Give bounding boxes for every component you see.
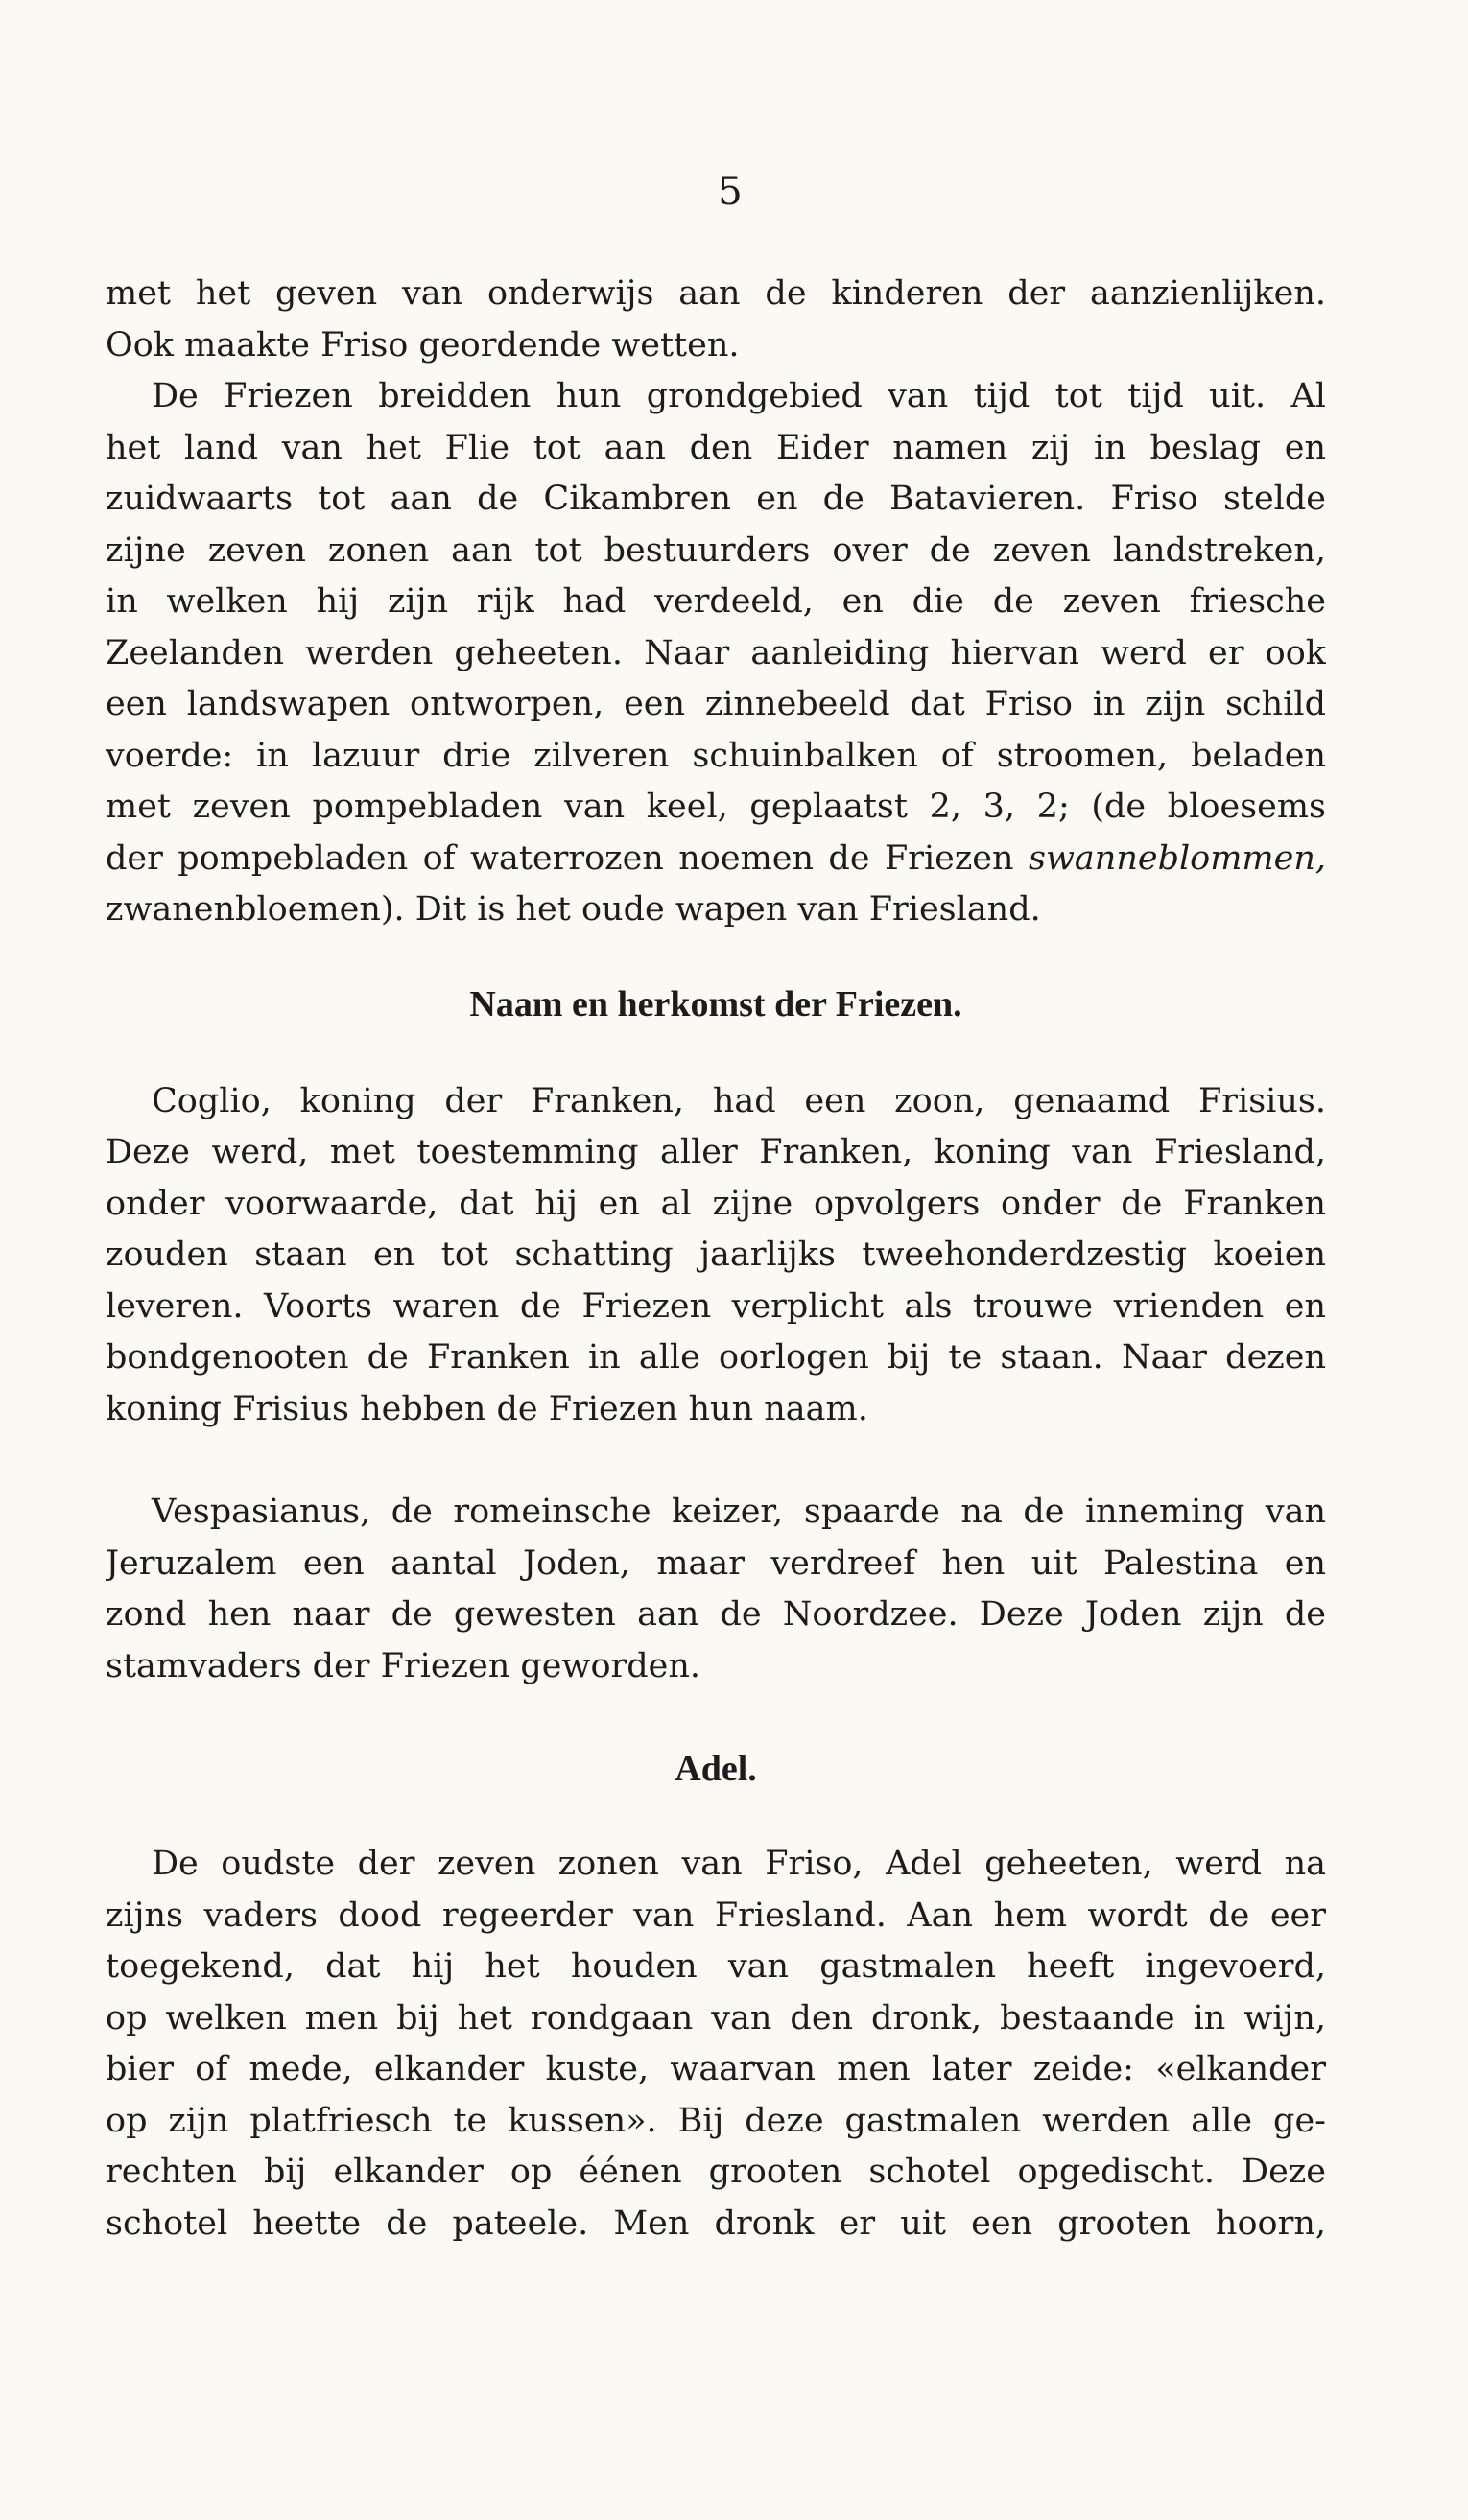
- text-line: stamvaders der Friezen geworden.: [106, 1646, 701, 1685]
- text-line: zijne zeven zonen aan tot bestuurders over de zeven landstreken,: [106, 530, 1326, 570]
- text-line: onder voorwaarde, dat hij en al zijne opvolgers onder de Franken: [106, 1184, 1326, 1223]
- text-line: voerde: in lazuur drie zilveren schuinbalken of stroomen, beladen: [106, 736, 1326, 775]
- paragraph-4: [106, 1487, 1326, 1692]
- text-line: op welken men bij het rondgaan van den dronk, bestaande in wijn,: [106, 1998, 1326, 2037]
- text-line: zouden staan en tot schatting jaarlijks tweehonderdzestig koeien: [106, 1236, 1326, 1274]
- text-line: Ook maakte Friso geordende wetten.: [106, 325, 740, 365]
- text-line: zuidwaarts tot aan de Cikambren en de Batavieren. Friso stelde: [106, 480, 1326, 518]
- text-line: Deze werd, met toestemming aller Franken, koning van Friesland,: [106, 1133, 1326, 1171]
- text-line: De oudste der zeven zonen van Friso, Adel geheeten, werd na: [152, 1845, 1326, 1883]
- text-line: zond hen naar de gewesten aan de Noordzee. Deze Joden zijn de: [106, 1595, 1326, 1634]
- text-line: bier of mede, elkander kuste, waarvan men later zeide: «elkander: [106, 2050, 1326, 2088]
- text-line: Jeruzalem een aantal Joden, maar verdreef hen uit Palestina en: [106, 1543, 1326, 1583]
- text-line: Zeelanden werden geheeten. Naar aanleiding hiervan werd er ook: [106, 633, 1326, 672]
- text-line: bondgenooten de Franken in alle oorlogen bij te staan. Naar dezen: [106, 1338, 1326, 1377]
- page-number: 5: [718, 170, 743, 214]
- text-line: koning Frisius hebben de Friezen hun naam.: [106, 1389, 868, 1428]
- text-line: Vespasianus, de romeinsche keizer, spaarde na de inneming van: [152, 1493, 1326, 1531]
- text-line: leveren. Voorts waren de Friezen verplicht als trouwe vrienden en: [106, 1286, 1326, 1326]
- text-line: De Friezen breidden hun grondgebied van tijd tot tijd uit. Al: [152, 377, 1326, 415]
- text-line: Coglio, koning der Franken, had een zoon, genaamd Frisius.: [152, 1081, 1326, 1120]
- text-line: in welken hij zijn rijk had verdeeld, en die de zeven friesche: [106, 582, 1326, 621]
- text-line: een landswapen ontworpen, een zinnebeeld dat Friso in zijn schild: [106, 685, 1326, 723]
- text-line: op zijn platfriesch te kussen». Bij deze gastmalen werden alle ge-: [106, 2101, 1326, 2140]
- text-line-with-italic: [106, 834, 1326, 885]
- text-line: zijns vaders dood regeerder van Friesland. Aan hem wordt de eer: [106, 1896, 1326, 1935]
- text-line: met het geven van onderwijs aan de kinderen der aanzienlijken.: [106, 274, 1326, 313]
- text-line: toegekend, dat hij het houden van gastmalen heeft ingevoerd,: [106, 1947, 1326, 1986]
- text-line: het land van het Flie tot aan den Eider namen zij in beslag en: [106, 428, 1326, 467]
- text-line: zwanenbloemen). Dit is het oude wapen van Friesland.: [106, 890, 1041, 929]
- text-line: schotel heette de pateele. Men dronk er uit een grooten hoorn,: [106, 2203, 1326, 2243]
- paragraph-1: [106, 269, 1326, 371]
- text-line: met zeven pompebladen van keel, geplaatst 2, 3, 2; (de bloesems: [106, 788, 1326, 826]
- text-line: rechten bij elkander op éénen grooten schotel opgedischt. Deze: [106, 2153, 1326, 2191]
- paragraph-5: [106, 1839, 1326, 2249]
- section-heading-adel: Adel.: [675, 1749, 757, 1789]
- paragraph-3: [106, 1076, 1326, 1436]
- paragraph-2: [106, 371, 1326, 936]
- text-segment: der pompebladen of waterrozen noemen de Friezen: [106, 838, 1014, 878]
- section-heading-naam: Naam en herkomst der Friezen.: [469, 983, 962, 1024]
- italic-term: swanneblommen,: [1028, 838, 1326, 878]
